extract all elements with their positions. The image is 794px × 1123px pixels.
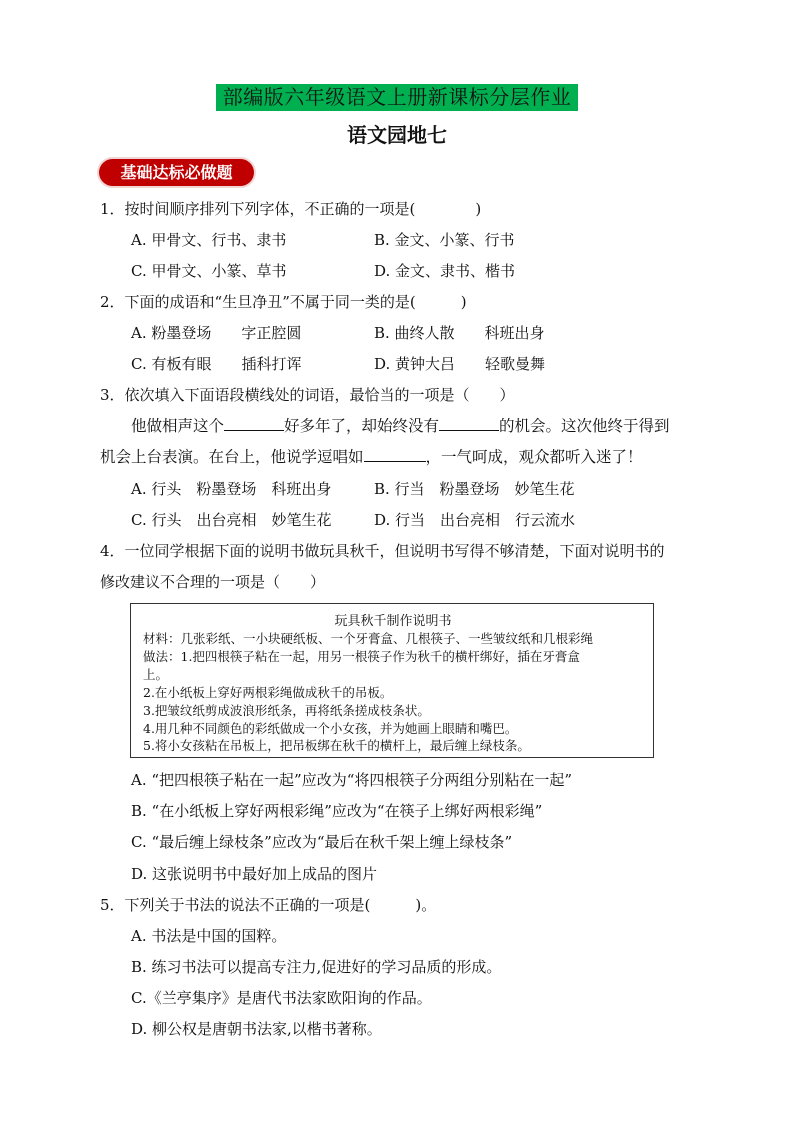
q2-option-a: A. 粉墨登场 字正腔圆 bbox=[131, 324, 302, 342]
instruction-step-1: 做法：1.把四根筷子粘在一起，用另一根筷子作为秋千的横杆绑好，插在牙膏盒 bbox=[143, 649, 580, 664]
question-1-stem: 1．按时间顺序排列下列字体，不正确的一项是( ) bbox=[100, 200, 482, 218]
q5-option-d: D. 柳公权是唐朝书法家,以楷书著称。 bbox=[131, 1020, 382, 1038]
q2-option-b: B. 曲终人散 科班出身 bbox=[374, 324, 545, 342]
q3-passage-text: 的机会。这次他终于得到 bbox=[499, 417, 670, 435]
section-badge: 基础达标必做题 bbox=[99, 159, 254, 186]
instruction-materials: 材料：几张彩纸、一小块硬纸板、一个牙膏盒、几根筷子、一些皱纹纸和几根彩绳 bbox=[143, 631, 594, 646]
q4-option-a: A. “把四根筷子粘在一起”应改为“将四根筷子分两组分别粘在一起” bbox=[131, 771, 573, 789]
q3-blank-2 bbox=[439, 416, 499, 431]
q3-option-d: D. 行当 出台亮相 行云流水 bbox=[374, 511, 576, 529]
q3-passage-text: 机会上台表演。在台上，他说学逗唱如 bbox=[100, 448, 364, 466]
q3-blank-3 bbox=[364, 447, 426, 462]
q4-option-d: D. 这张说明书中最好加上成品的图片 bbox=[131, 865, 378, 883]
q3-option-b: B. 行当 粉墨登场 妙笔生花 bbox=[374, 480, 575, 498]
q3-passage-text: ，一气呵成，观众都听入迷了！ bbox=[425, 448, 643, 466]
page-title: 语文园地七 bbox=[347, 123, 447, 147]
instruction-step-5: 5.将小女孩粘在吊板上，把吊板绑在秋千的横杆上，最后缠上绿枝条。 bbox=[143, 738, 530, 753]
q1-option-c: C. 甲骨文、小篆、草书 bbox=[131, 262, 287, 280]
instruction-step-4: 4.用几种不同颜色的彩纸做成一个小女孩，并为她画上眼睛和嘴巴。 bbox=[143, 721, 518, 736]
q3-passage-text: 他做相声这个 bbox=[131, 417, 225, 435]
q5-option-c: C.《兰亭集序》是唐代书法家欧阳询的作品。 bbox=[131, 989, 432, 1007]
instruction-box-title: 玩具秋千制作说明书 bbox=[334, 614, 452, 629]
question-2-stem: 2．下面的成语和“生旦净丑”不属于同一类的是( ) bbox=[100, 293, 467, 311]
q1-option-d: D. 金文、隶书、楷书 bbox=[374, 262, 516, 280]
instruction-step-2: 2.在小纸板上穿好两根彩绳做成秋千的吊板。 bbox=[143, 685, 393, 700]
question-4-stem-line-1: 4．一位同学根据下面的说明书做玩具秋千，但说明书写得不够清楚，下面对说明书的 bbox=[100, 542, 665, 560]
question-4-stem-line-2: 修改建议不合理的一项是（ ） bbox=[100, 573, 326, 591]
q3-option-a: A. 行头 粉墨登场 科班出身 bbox=[131, 480, 332, 498]
q3-passage-text: 好多年了，却始终没有 bbox=[284, 417, 440, 435]
q1-option-a: A. 甲骨文、行书、隶书 bbox=[131, 231, 287, 249]
question-5-stem: 5．下列关于书法的说法不正确的一项是( )。 bbox=[100, 896, 437, 914]
q3-blank-1 bbox=[224, 416, 284, 431]
instruction-step-3: 3.把皱纹纸剪成波浪形纸条，再将纸条搓成枝条状。 bbox=[143, 703, 430, 718]
q5-option-b: B. 练习书法可以提高专注力,促进好的学习品质的形成。 bbox=[131, 958, 502, 976]
q2-option-c: C. 有板有眼 插科打诨 bbox=[131, 355, 302, 373]
instruction-box bbox=[130, 603, 654, 758]
q5-option-a: A. 书法是中国的国粹。 bbox=[131, 927, 287, 945]
q3-option-c: C. 行头 出台亮相 妙笔生花 bbox=[131, 511, 332, 529]
q2-option-d: D. 黄钟大吕 轻歌曼舞 bbox=[374, 355, 546, 373]
q4-option-b: B. “在小纸板上穿好两根彩绳”应改为“在筷子上绑好两根彩绳” bbox=[131, 802, 543, 820]
question-3-stem: 3．依次填入下面语段横线处的词语，最恰当的一项是（ ） bbox=[100, 386, 515, 404]
series-banner: 部编版六年级语文上册新课标分层作业 bbox=[216, 84, 578, 111]
q3-passage-line-1 bbox=[131, 416, 670, 436]
q1-option-b: B. 金文、小篆、行书 bbox=[374, 231, 515, 249]
instruction-step-1-cont: 上。 bbox=[143, 667, 169, 682]
q3-passage-line-2 bbox=[100, 447, 643, 467]
q4-option-c: C. “最后缠上绿枝条”应改为“最后在秋千架上缠上绿枝条” bbox=[131, 833, 513, 851]
